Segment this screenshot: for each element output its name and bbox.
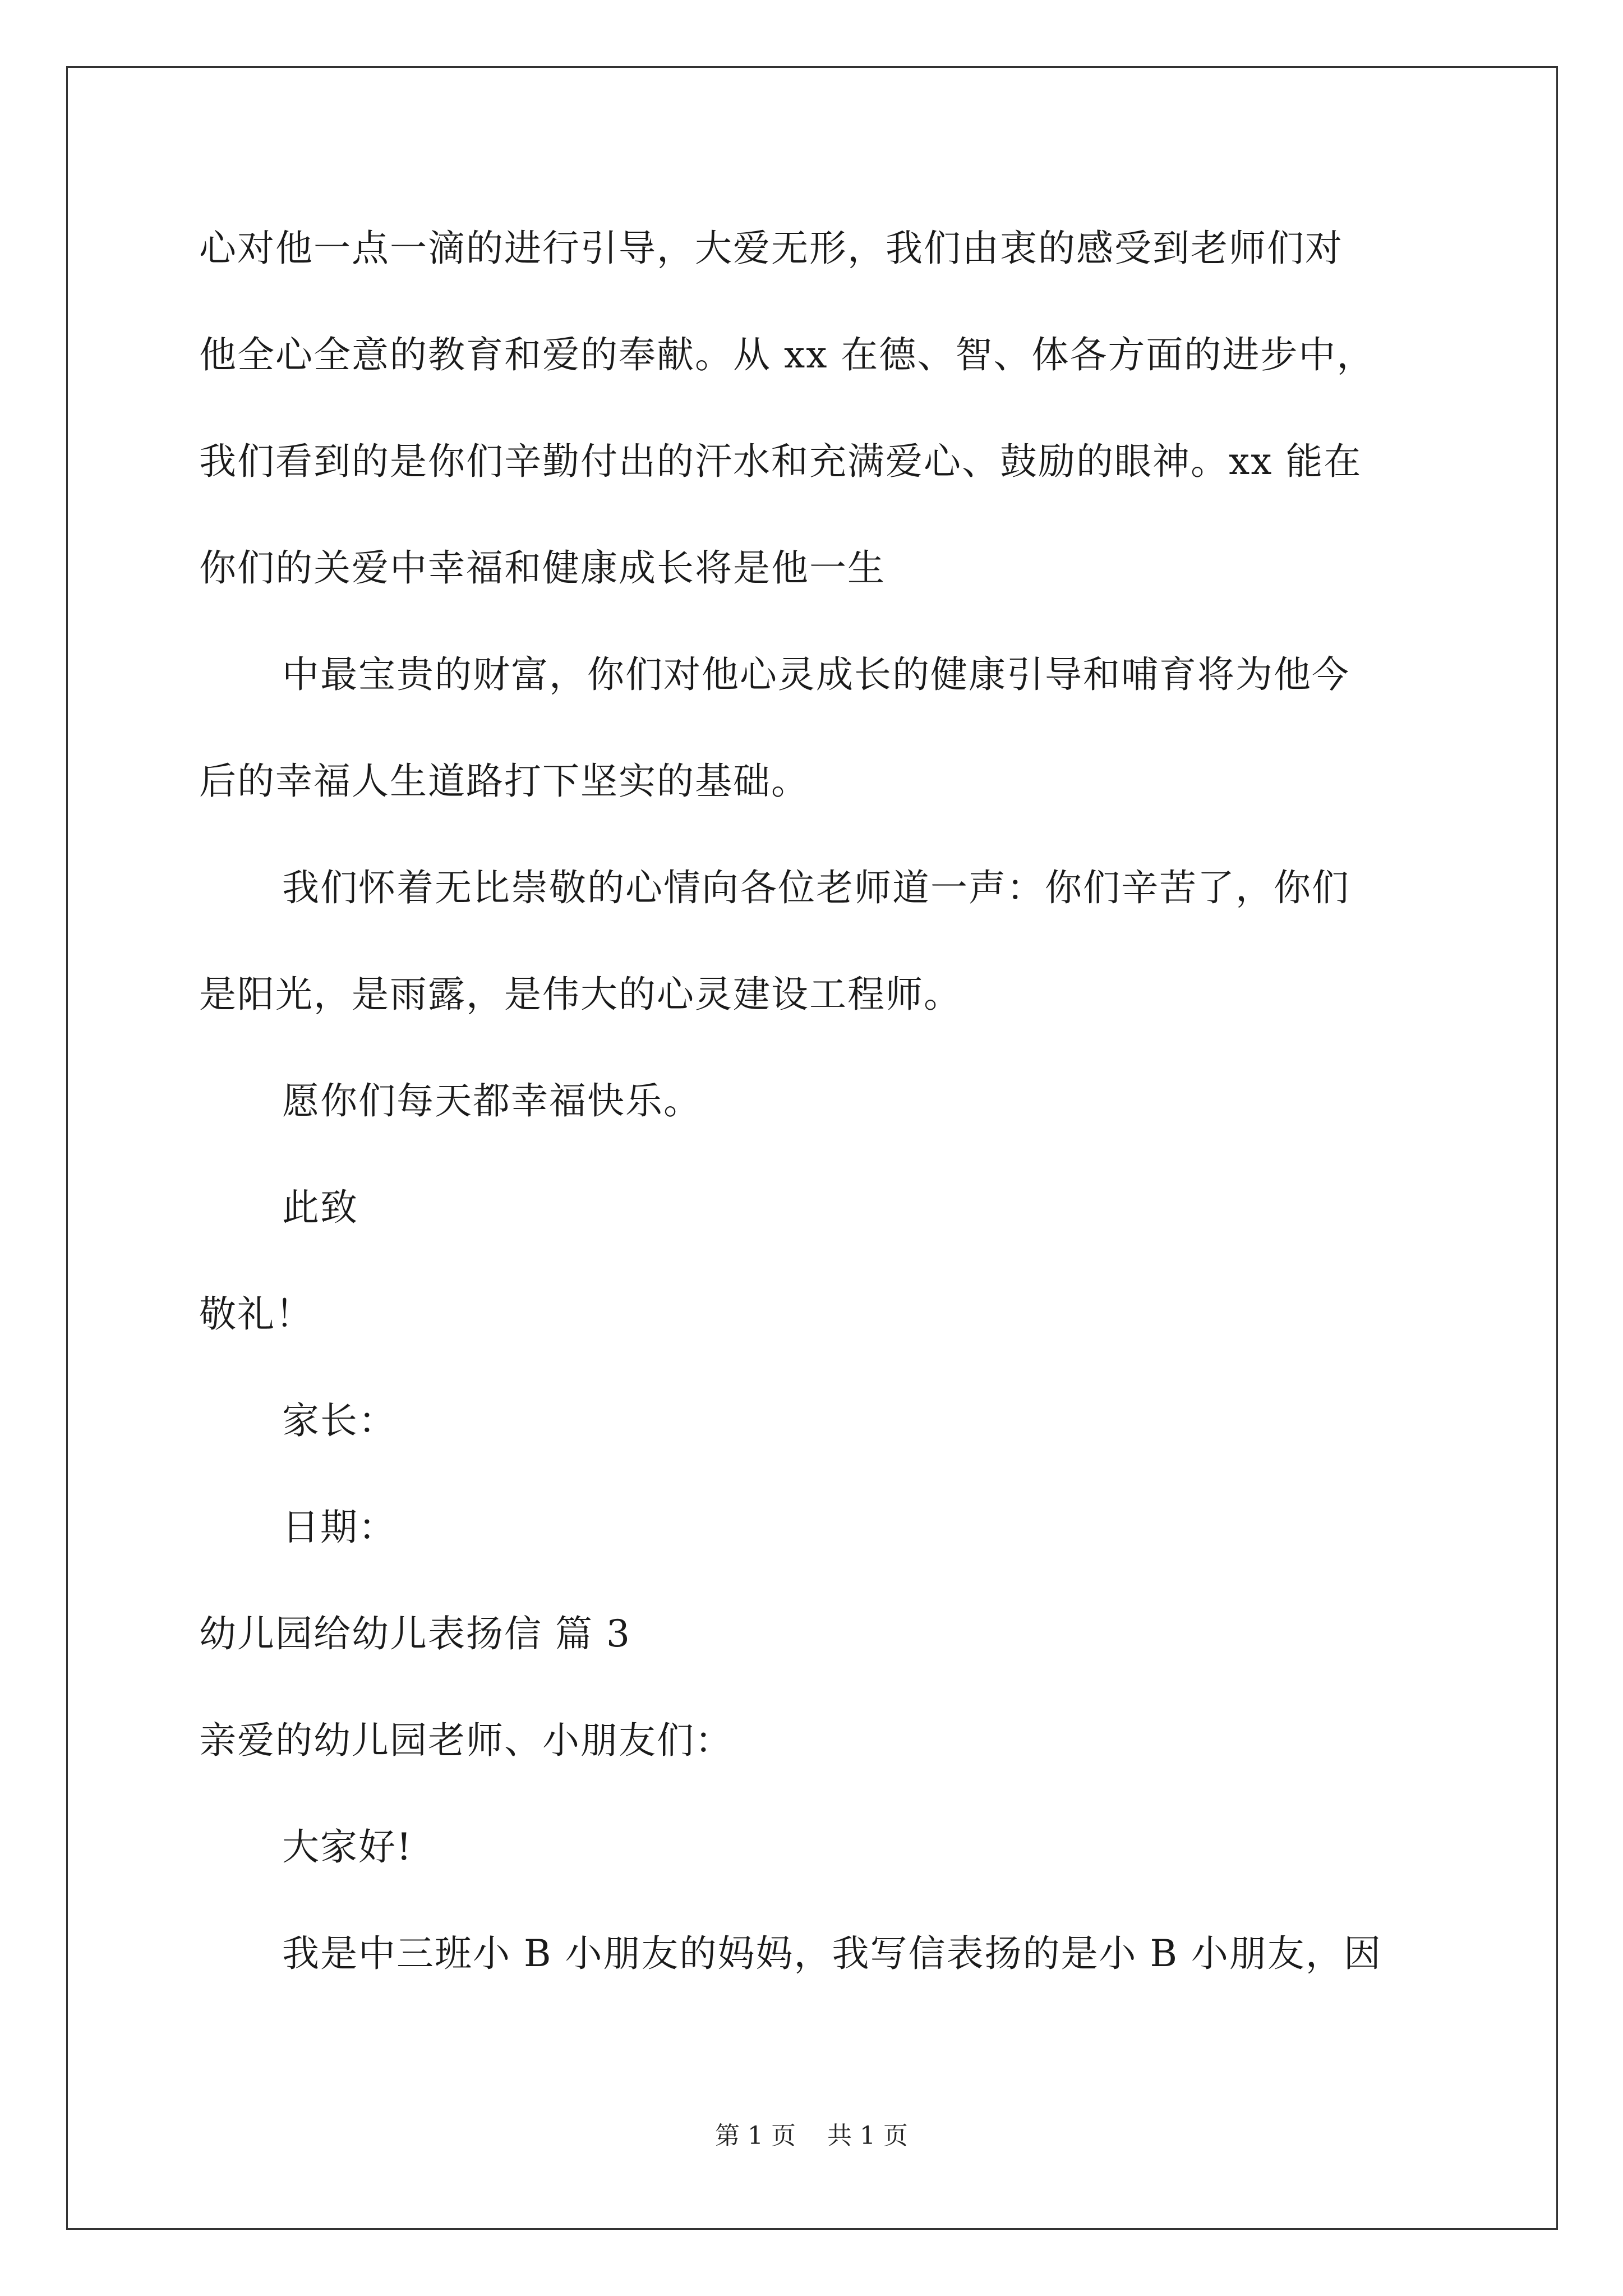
text-line: 心对他一点一滴的进行引导，大爱无形，我们由衷的感受到老师们对 bbox=[199, 227, 1343, 270]
text-line: 大家好! bbox=[282, 1825, 413, 1869]
page-border bbox=[66, 66, 1558, 2230]
text-line: 他全心全意的教育和爱的奉献。从 xx 在德、智、体各方面的进步中， bbox=[199, 333, 1375, 376]
text-line: 愿你们每天都幸福快乐。 bbox=[282, 1079, 702, 1122]
page-number-footer: 第 1 页 共 1 页 bbox=[715, 2122, 908, 2150]
text-line: 你们的关爱中幸福和健康成长将是他一生 bbox=[199, 546, 886, 590]
greeting-line: 亲爱的幼儿园老师、小朋友们： bbox=[199, 1719, 733, 1762]
text-line: 我们看到的是你们辛勤付出的汗水和充满爱心、鼓励的眼神。xx 能在 bbox=[199, 440, 1362, 483]
text-line: 我是中三班小 B 小朋友的妈妈，我写信表扬的是小 B 小朋友，因 bbox=[282, 1932, 1382, 1975]
text-line: 是阳光，是雨露，是伟大的心灵建设工程师。 bbox=[199, 973, 962, 1016]
text-line: 后的幸福人生道路打下坚实的基础。 bbox=[199, 760, 809, 803]
closing-regards: 敬礼！ bbox=[199, 1292, 313, 1336]
signature-date-label: 日期： bbox=[282, 1506, 396, 1549]
text-line: 中最宝贵的财富，你们对他心灵成长的健康引导和哺育将为他今 bbox=[282, 653, 1350, 696]
section-heading: 幼儿园给幼儿表扬信 篇 3 bbox=[199, 1612, 631, 1655]
text-line: 我们怀着无比崇敬的心情向各位老师道一声：你们辛苦了，你们 bbox=[282, 866, 1350, 909]
closing-salutation: 此致 bbox=[282, 1186, 358, 1229]
signature-parent-label: 家长： bbox=[282, 1399, 396, 1442]
